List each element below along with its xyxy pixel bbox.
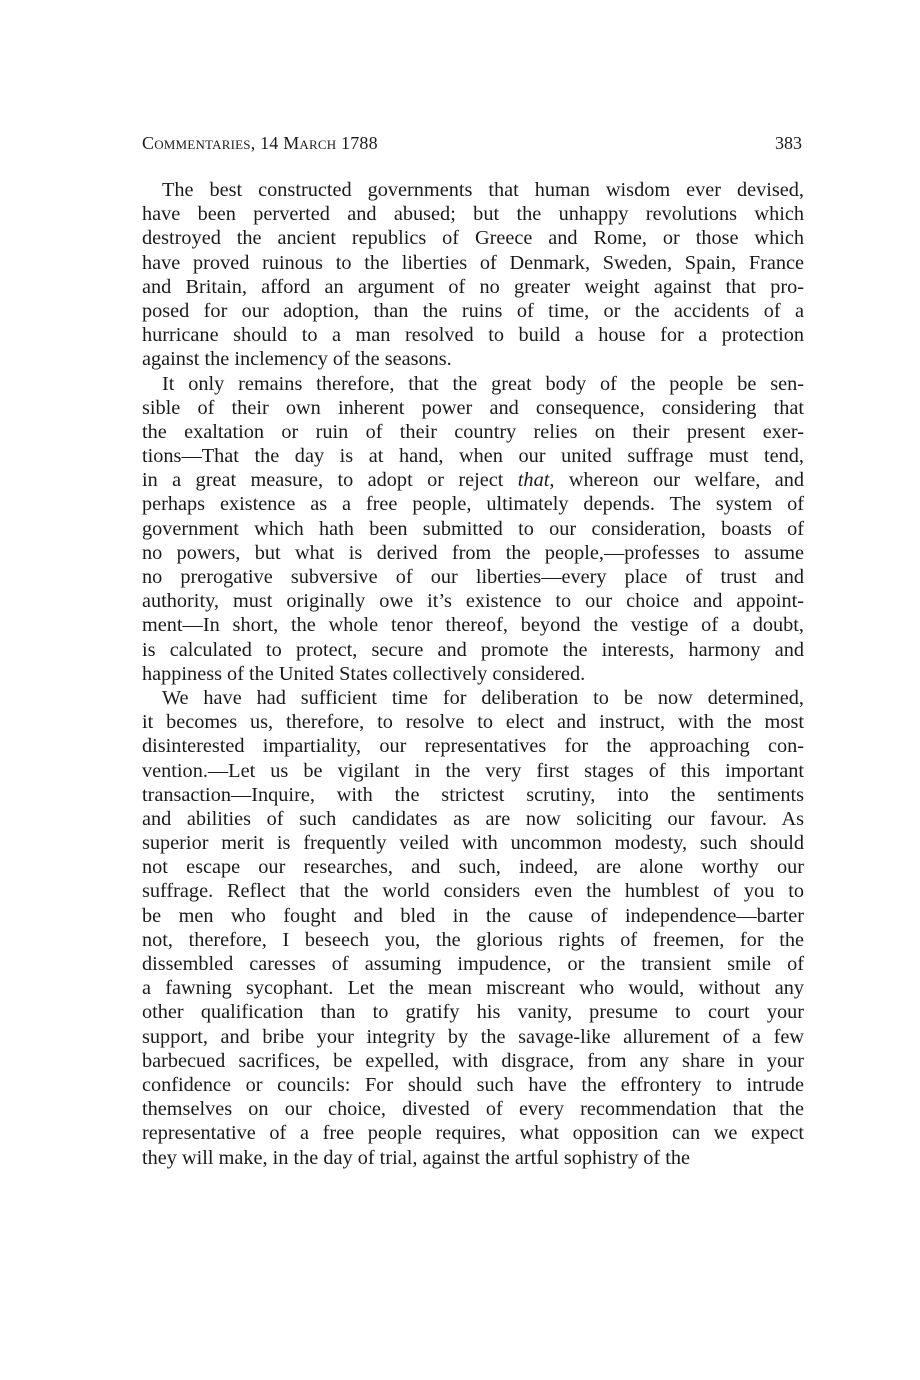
text-line: It only remains therefore, that the great body of the people be sen-	[162, 372, 804, 395]
text-line: representative of a free people requires, what opposition can we expect	[142, 1122, 804, 1145]
text-line: superior merit is frequently veiled with uncommon modesty, such should	[142, 832, 804, 855]
text-line: perhaps existence as a free people, ultimately depends. The system of	[142, 493, 804, 516]
body-text	[142, 178, 804, 1170]
paragraph	[142, 372, 804, 686]
text-line: is calculated to protect, secure and promote the interests, harmony and	[142, 638, 804, 661]
text-line: transaction—Inquire, with the strictest scrutiny, into the sentiments	[142, 783, 804, 806]
text-line: dissembled caresses of assuming impudence, or the transient smile of	[142, 953, 804, 975]
text-line: happiness of the United States collectively considered.	[142, 662, 586, 685]
text-line: confidence or councils: For should such have the effrontery to intrude	[142, 1073, 804, 1096]
text-line: government which hath been submitted to our consideration, boasts of	[142, 517, 804, 540]
text-line: tions—That the day is at hand, when our united suffrage must tend,	[142, 445, 804, 468]
paragraph	[142, 178, 804, 372]
text-line: barbecued sacrifices, be expelled, with disgrace, from any share in your	[142, 1049, 804, 1072]
text-line: they will make, in the day of trial, against the artful sophistry of the	[142, 1146, 691, 1169]
text-line: sible of their own inherent power and consequence, considering that	[142, 396, 804, 419]
text-line: We have had sufficient time for deliberation to be now determined,	[162, 686, 804, 709]
text-line: and abilities of such candidates as are now soliciting our favour. As	[142, 807, 804, 830]
text-line: have proved ruinous to the liberties of Denmark, Sweden, Spain, France	[142, 251, 804, 274]
text-line: suffrage. Reflect that the world considers even the humblest of you to	[142, 880, 804, 903]
text-line: support, and bribe your integrity by the savage-like allurement of a few	[142, 1025, 804, 1048]
text-line: authority, must originally owe it’s existence to our choice and appoint-	[142, 590, 804, 613]
page-number: 383	[775, 133, 802, 153]
text-line: no powers, but what is derived from the people,—professes to assume	[142, 541, 804, 564]
text-line: not, therefore, I beseech you, the glorious rights of freemen, for the	[142, 928, 804, 951]
text-line: it becomes us, therefore, to resolve to elect and instruct, with the most	[142, 711, 804, 734]
text-line: vention.—Let us be vigilant in the very first stages of this important	[142, 759, 804, 782]
text-line: be men who fought and bled in the cause of independence—barter	[142, 904, 804, 927]
text-line: have been perverted and abused; but the unhappy revolutions which	[142, 203, 804, 226]
text-line: hurricane should to a man resolved to build a house for a protection	[142, 324, 804, 347]
text-line: themselves on our choice, divested of every recommendation that the	[142, 1098, 804, 1121]
text-line: not escape our researches, and such, indeed, are alone worthy our	[142, 856, 804, 879]
text-line: posed for our adoption, than the ruins of time, or the accidents of a	[142, 299, 804, 322]
text-line: a fawning sycophant. Let the mean miscreant who would, without any	[142, 977, 804, 1000]
paragraph	[142, 686, 804, 1170]
text-line: ment—In short, the whole tenor thereof, beyond the vestige of a doubt,	[142, 614, 804, 637]
text-line: against the inclemency of the seasons.	[142, 348, 452, 371]
running-head-title: Commentaries, 14 March 1788	[142, 133, 378, 153]
text-line: no prerogative subversive of our liberties—every place of trust and	[142, 566, 804, 588]
text-line: other qualification than to gratify his vanity, presume to court your	[142, 1001, 804, 1024]
running-head	[142, 130, 804, 156]
text-line: the exaltation or ruin of their country relies on their present exer-	[142, 420, 804, 443]
text-line: and Britain, afford an argument of no greater weight against that pro-	[142, 275, 804, 298]
text-line: in a great measure, to adopt or reject that, whereon our welfare, and	[142, 469, 804, 492]
text-line: The best constructed governments that human wisdom ever devised,	[162, 179, 804, 201]
text-line: destroyed the ancient republics of Greece and Rome, or those which	[142, 227, 804, 250]
text-line: disinterested impartiality, our representatives for the approaching con-	[142, 735, 804, 758]
